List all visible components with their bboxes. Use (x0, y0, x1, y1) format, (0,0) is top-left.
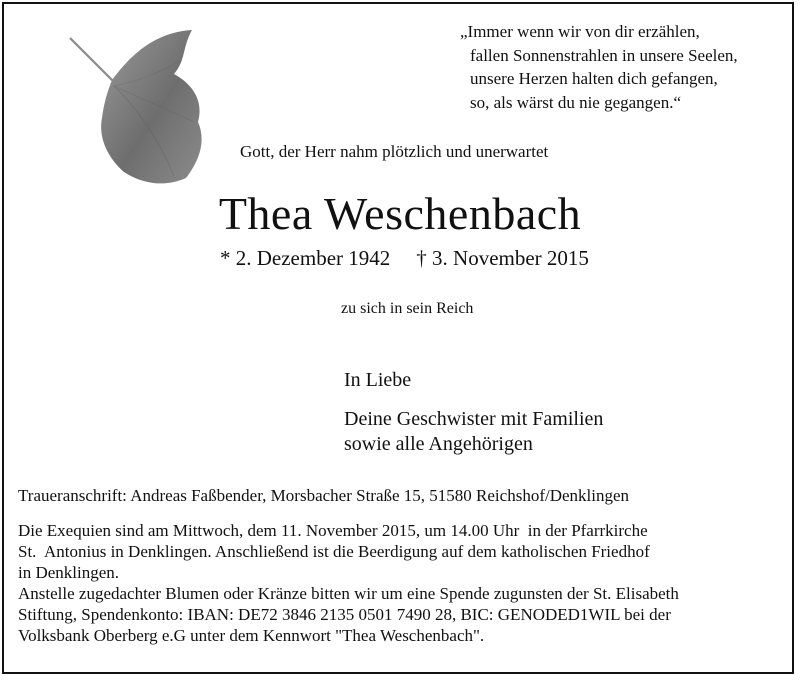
details-line-4: Anstelle zugedachter Blumen oder Kränze bitten wir um eine Spende zugunsten der St. Elisabeth (18, 584, 679, 603)
intro-text: Gott, der Herr nahm plötzlich und unerwartet (240, 142, 549, 161)
deceased-name: Thea Weschenbach (218, 188, 582, 239)
ginkgo-leaf-icon (64, 30, 214, 190)
birth-date: * 2. Dezember 1942 (220, 246, 391, 270)
details-line-6: Volksbank Oberberg e.G unter dem Kennwort "Thea Weschenbach". (18, 626, 485, 645)
signature-block (344, 368, 603, 457)
quote-line-4: so, als wärst du nie gegangen.“ (470, 92, 682, 112)
details-line-3: in Denklingen. (18, 563, 120, 582)
signature-line-2: Deine Geschwister mit Familien (344, 408, 604, 430)
death-date: † 3. November 2015 (416, 246, 589, 270)
funeral-details (18, 520, 782, 646)
life-dates (220, 246, 589, 271)
details-line-2: St. Antonius in Denklingen. Anschließend ist die Beerdigung auf dem katholischen Friedhof (18, 542, 650, 561)
memorial-quote (460, 20, 738, 114)
reich-text: zu sich in sein Reich (341, 300, 474, 317)
signature-line-1: In Liebe (344, 369, 412, 391)
quote-line-3: unsere Herzen halten dich gefangen, (470, 69, 718, 88)
quote-line-2: fallen Sonnenstrahlen in unsere Seelen, (470, 45, 738, 65)
details-line-5: Stiftung, Spendenkonto: IBAN: DE72 3846 2135 0501 7490 28, BIC: GENODED1WIL bei der (18, 605, 671, 624)
signature-line-3: sowie alle Angehörigen (344, 433, 533, 455)
mourning-address: Traueranschrift: Andreas Faßbender, Morsbacher Straße 15, 51580 Reichshof/Denklingen (18, 486, 630, 505)
quote-line-1: „Immer wenn wir von dir erzählen, (460, 22, 700, 41)
details-line-1: Die Exequien sind am Mittwoch, dem 11. November 2015, um 14.00 Uhr in der Pfarrkirche (18, 521, 648, 540)
